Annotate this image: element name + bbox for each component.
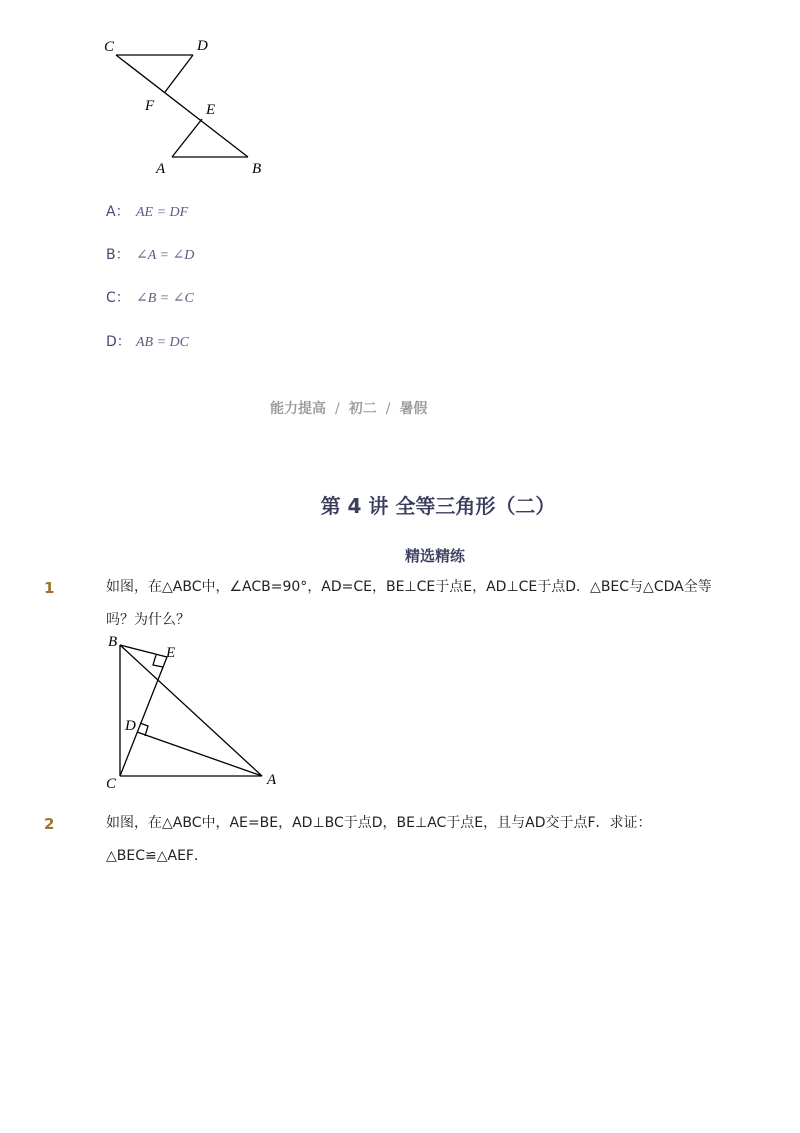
question-line: 吗？为什么？ — [106, 612, 190, 628]
option-a[interactable] — [106, 201, 188, 221]
option-label: B： — [106, 247, 130, 263]
segment-d-f — [165, 55, 193, 92]
segment-da — [137, 732, 262, 776]
option-expression: ∠A = ∠D — [136, 248, 195, 263]
point-label-f: F — [145, 98, 155, 114]
option-expression: AE = DF — [136, 205, 189, 220]
point-label-e: E — [206, 102, 216, 118]
option-label: C： — [106, 290, 130, 306]
option-label: D： — [106, 334, 131, 350]
section-title: 精选精练 — [405, 547, 466, 565]
option-expression: ∠B = ∠C — [136, 291, 194, 306]
question-line: 如图，在△ABC中，AE=BE，AD⊥BC于点D，BE⊥AC于点E，且与AD交于点F．求证： — [106, 815, 652, 831]
top-figure — [95, 30, 285, 180]
point-label-a: A — [267, 772, 277, 788]
point-label-d: D — [197, 38, 208, 54]
question-text — [106, 807, 726, 873]
breadcrumb-item[interactable]: 初二 — [348, 401, 377, 417]
question-number: 2 — [44, 815, 55, 833]
breadcrumb-item[interactable]: 暑假 — [399, 401, 428, 417]
question-line: △BEC≌△AEF． — [106, 848, 208, 864]
point-label-c: C — [104, 39, 115, 55]
breadcrumb-separator: / — [335, 401, 340, 417]
point-label-b: B — [252, 161, 262, 177]
question-line: 如图，在△ABC中，∠ACB=90°，AD=CE，BE⊥CE于点E，AD⊥CE于点D．△BEC与△CDA全等 — [106, 579, 712, 595]
right-angle-mark-e — [153, 655, 163, 667]
option-label: A： — [106, 204, 130, 220]
breadcrumb-separator: / — [385, 401, 391, 417]
breadcrumb — [270, 398, 427, 418]
segment-a-e — [172, 119, 202, 157]
breadcrumb-item[interactable]: 能力提高 — [270, 401, 326, 417]
point-label-e: E — [166, 645, 176, 661]
question-number: 1 — [44, 579, 55, 597]
option-b[interactable] — [106, 244, 194, 264]
option-c[interactable] — [106, 287, 194, 307]
lesson-title: 第 4 讲 全等三角形（二） — [320, 494, 556, 518]
segment-ce — [120, 657, 167, 776]
question-text — [106, 571, 726, 637]
option-expression: AB = DC — [136, 335, 189, 350]
option-d[interactable] — [106, 331, 189, 351]
point-label-d: D — [125, 718, 136, 734]
point-label-c: C — [106, 776, 117, 792]
segment-ba — [120, 645, 262, 776]
point-label-b: B — [108, 634, 118, 650]
question-1-figure — [100, 630, 290, 795]
point-label-a: A — [156, 161, 166, 177]
